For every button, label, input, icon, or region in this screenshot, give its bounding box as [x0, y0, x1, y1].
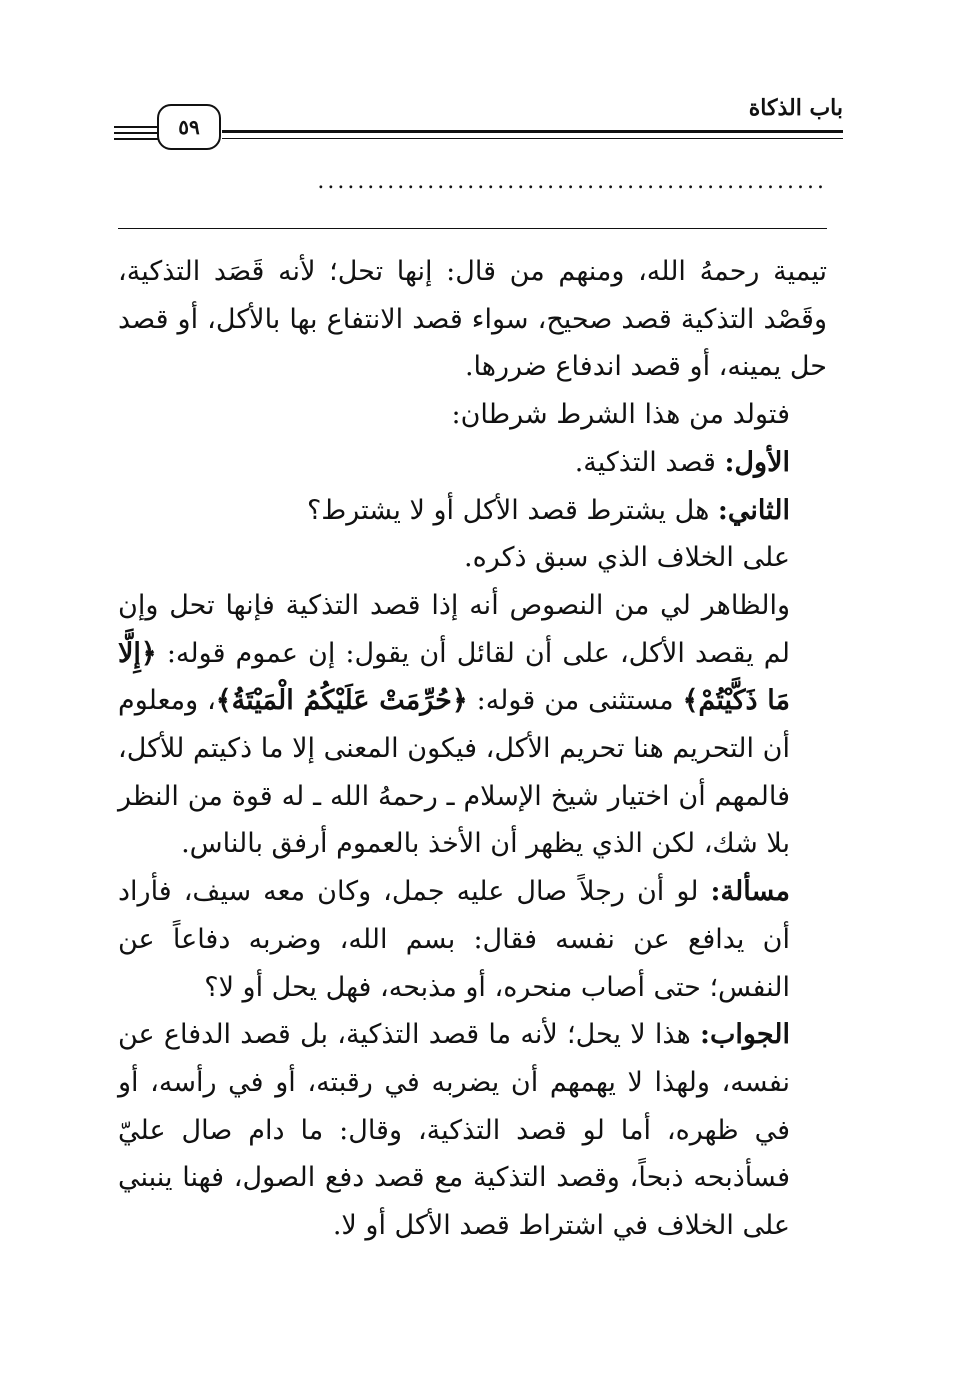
chapter-title: باب الذكاة	[748, 95, 843, 121]
header-rule-left	[114, 132, 158, 134]
header-rule-thick	[222, 130, 843, 133]
term-label: الثاني:	[717, 494, 790, 526]
paragraph-text: لو أن رجلاً صال عليه جمل، وكان معه سيف، فأراد أن يدافع عن نفسه فقال: بسم الله، وضربه دفاعاً عن النفس؛ حتى أصاب منحره، أو مذبحه، فهل يحل أو لا؟	[118, 876, 790, 1003]
quran-quote: ﴿إِلَّا مَا ذَكَّيْتُمْ﴾	[118, 637, 790, 717]
dotted-separator: ...................................................	[317, 172, 827, 192]
page-number: ٥٩	[178, 115, 200, 139]
paragraph	[118, 487, 827, 535]
paragraph-text: قصد التذكية.	[574, 446, 725, 478]
quran-quote: ﴿حُرِّمَتْ عَلَيْكُمُ الْمَيْتَةُ﴾	[215, 685, 468, 717]
header-rule-left	[114, 138, 158, 140]
paragraph	[118, 1011, 827, 1250]
paragraph-text: ، ومعلوم أن التحريم هنا تحريم الأكل، فيكون المعنى إلا ما ذكيتم للأكل، فالمهم أن اختيار شيخ الإسلام ـ رحمهُ الله ـ له قوة من النظر بلا شك، لكن الذي يظهر أن الأخذ بالعموم أرفق بالناس.	[118, 685, 790, 860]
paragraph: فتولد من هذا الشرط شرطان:	[451, 399, 790, 431]
paragraph: على الخلاف الذي سبق ذكره.	[464, 542, 790, 574]
paragraph	[118, 582, 827, 868]
term-label: الجواب:	[700, 1019, 790, 1051]
divider-line	[118, 228, 827, 229]
paragraph-text: والظاهر لي من النصوص أنه إذا قصد التذكية فإنها تحل وإن لم يقصد الأكل، على أن لقائل أن يقول: إن عموم قوله:	[118, 589, 790, 669]
page-body	[118, 248, 827, 1250]
paragraph-text: هل يشترط قصد الأكل أو لا يشترط؟	[306, 494, 718, 526]
term-label: الأول:	[724, 446, 790, 478]
page-header	[0, 0, 955, 160]
header-rule-left	[114, 126, 158, 128]
term-label: مسألة:	[710, 876, 790, 908]
page-number-badge	[157, 104, 221, 150]
paragraph: تيمية رحمهُ الله، ومنهم من قال: إنها تحل؛ لأنه قَصَد التذكية، وقَصْد التذكية قصد صحيح، سواء قصد الانتفاع بها بالأكل، أو قصد حل يمينه، أو قصد اندفاع ضررها.	[118, 256, 827, 383]
paragraph-text: هذا لا يحل؛ لأنه ما قصد التذكية، بل قصد الدفاع عن نفسه، ولهذا لا يهمهم أن يضربه في رقبته، أو في رأسه، أو في ظهره، أما لو قصد التذكية، وقال: ما دام صال عليّ فسأذبحه ذبحاً، وقصد التذكية مع قصد دفع الصول، فهنا ينبني على الخلاف في اشتراط قصد الأكل أو لا.	[118, 1019, 790, 1242]
paragraph	[118, 439, 827, 487]
paragraph-text: مستثنى من قوله:	[467, 685, 683, 717]
header-rule-thin	[222, 138, 843, 139]
paragraph	[118, 868, 827, 1011]
